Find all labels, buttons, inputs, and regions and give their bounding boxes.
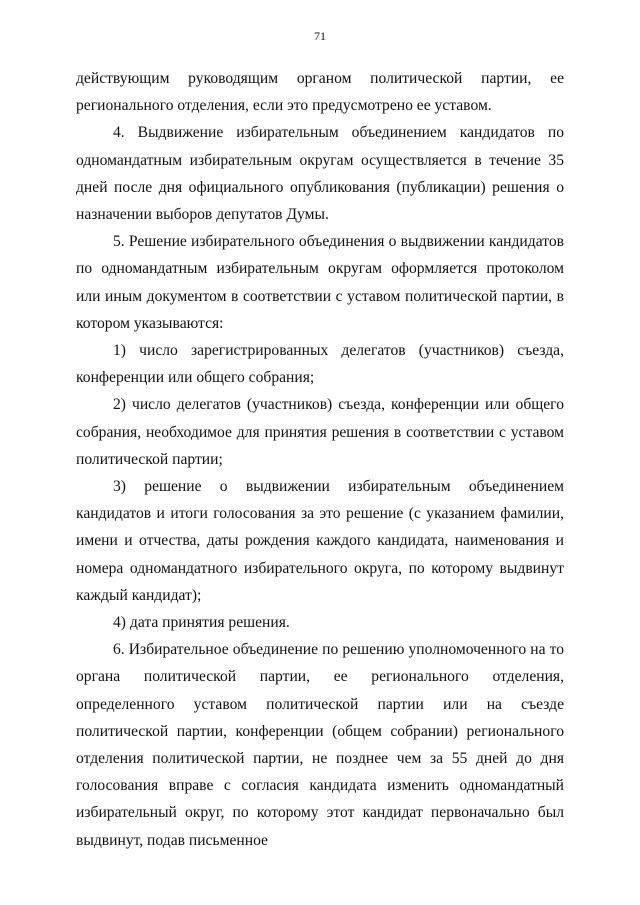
subitem-4: 4) дата принятия решения.: [113, 614, 290, 632]
paragraph-item-6: 6. Избирательное объединение по решению уполномоченного на то органа политической партии, ее регионального отделения, определенного уставом политической партии или на съезде политической партии, конференции (общем собрании) регионального отделения политической партии, не позднее чем за 55 дней до дня голосования вправе с согласия кандидата изменить одномандатный избирательный округ, по которому этот кандидат первоначально был выдвинут, подав письменное: [76, 641, 564, 849]
paragraph-item-5: 5. Решение избирательного объединения о выдвижении кандидатов по одномандатным избирательным округам оформляется протоколом или иным документом в соответствии с уставом политической партии, в котором указываются:: [76, 233, 564, 332]
subitem-2: 2) число делегатов (участников) съезда, конференции или общего собрания, необходимое для принятия решения в соответствии с уставом политической партии;: [76, 396, 564, 468]
subitem-3: 3) решение о выдвижении избирательным объединением кандидатов и итоги голосования за это решение (с указанием фамилии, имени и отчества, даты рождения каждого кандидата, наименования и номера одномандатного избирательного округа, по которому выдвинут каждый кандидат);: [76, 478, 564, 604]
paragraph-continuation: действующим руководящим органом политической партии, ее регионального отделения, если это предусмотрено ее уставом.: [76, 70, 564, 115]
page-number: 71: [314, 29, 326, 43]
paragraph-item-4: 4. Выдвижение избирательным объединением кандидатов по одномандатным избирательным округам осуществляется в течение 35 дней после дня официального опубликования (публикации) решения о назначении выборов депутатов Думы.: [76, 124, 564, 224]
subitem-1: 1) число зарегистрированных делегатов (участников) съезда, конференции или общего собрания;: [76, 342, 564, 387]
document-body: [76, 65, 564, 854]
